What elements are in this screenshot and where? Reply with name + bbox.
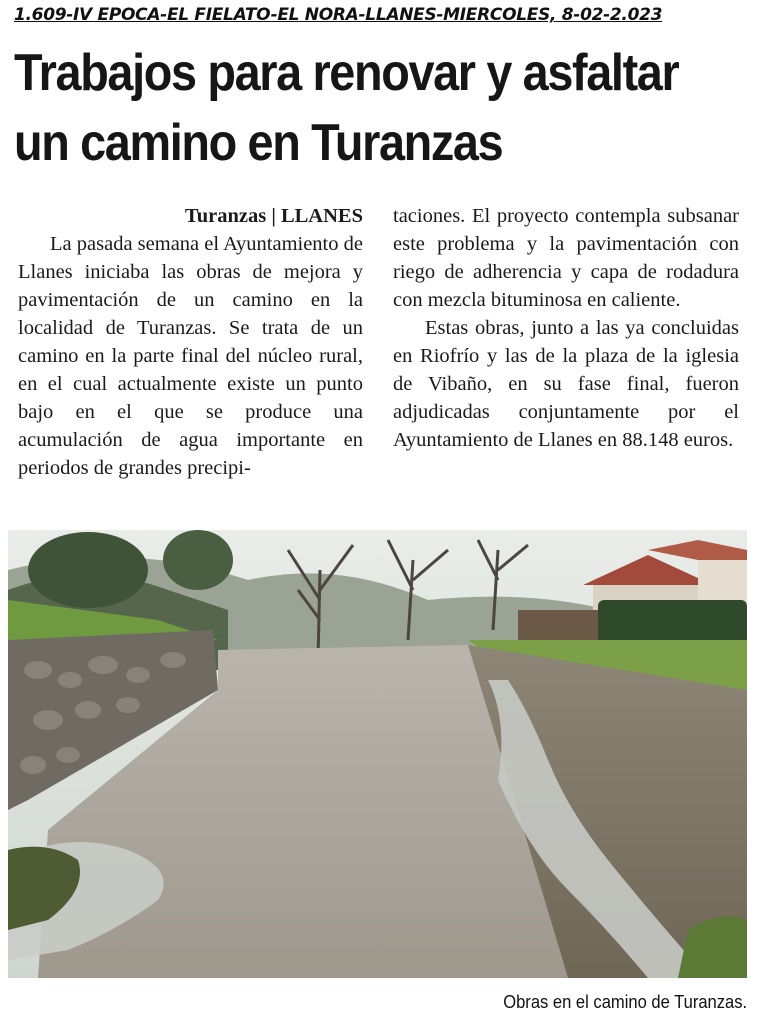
article-column-right — [393, 202, 739, 454]
article-photo — [8, 530, 747, 978]
road-photo-illustration — [8, 530, 747, 978]
headline-line-2: un camino en Turanzas — [14, 114, 503, 172]
headline — [14, 38, 679, 178]
body-paragraph-2: taciones. El proyecto contempla subsanar este problema y la pavimentación con riego de adherencia y capa de rodadura con mezcla bituminosa en caliente. — [393, 205, 739, 311]
photo-caption: Obras en el camino de Turanzas. — [503, 992, 747, 1012]
dateline: Turanzas | LLANES — [184, 205, 363, 227]
edition-header: 1.609-IV EPOCA-EL FIELATO-EL NORA-LLANES-MIERCOLES, 8-02-2.023 — [14, 5, 663, 25]
body-paragraph-3: Estas obras, junto a las ya concluidas en Riofrío y las de la plaza de la iglesia de Vibaño, en su fase final, fueron adjudicadas conjuntamente por el Ayuntamiento de Llanes en 88.148 euros. — [393, 317, 739, 451]
article-column-left — [18, 202, 363, 482]
body-paragraph-1: La pasada semana el Ayuntamiento de Llanes iniciaba las obras de mejora y pavimentación de un camino en la localidad de Turanzas. Se trata de un camino en la parte final del núcleo rural, en el cual actualmente existe un punto bajo en el que se produce una acumulación de agua importante en periodos de grandes precipi- — [18, 233, 363, 479]
headline-line-1: Trabajos para renovar y asfaltar — [14, 44, 679, 102]
